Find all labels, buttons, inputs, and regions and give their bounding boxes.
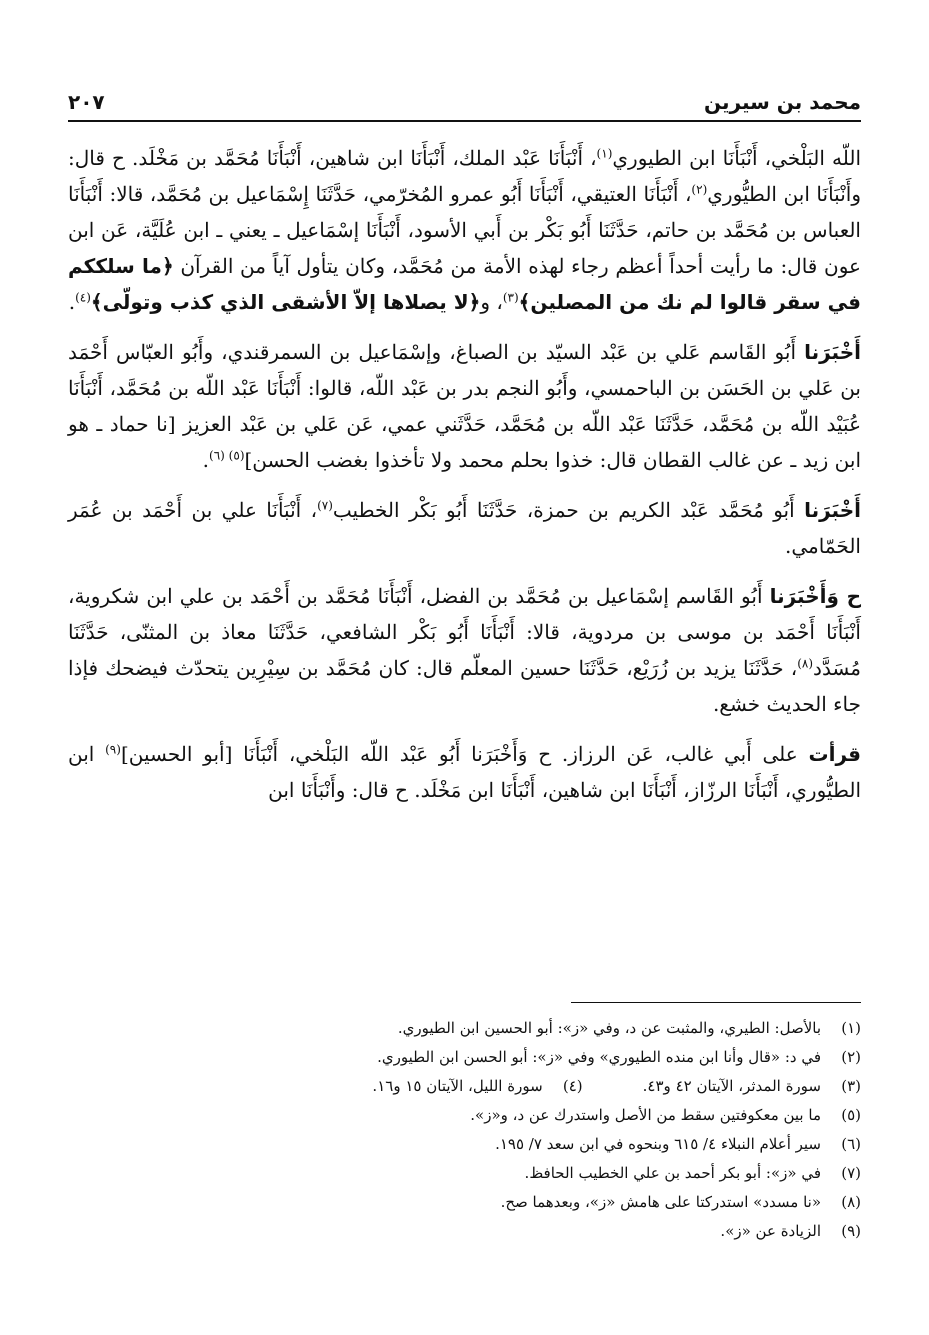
paragraph <box>68 140 861 320</box>
footnote-ref: (٥) (٦) <box>209 448 245 463</box>
footnote-text: «نا مسدد» استدركتا على هامش «ز»، وبعدهما صح. <box>500 1193 821 1211</box>
footnote-number: (١) <box>841 1019 861 1037</box>
footnote <box>68 1188 861 1217</box>
footnotes <box>68 1014 861 1246</box>
footnote-number: (٥) <box>841 1106 861 1124</box>
footnote-number: (٣) <box>841 1077 861 1095</box>
text-run: ، حَدَّثَنَا يزيد بن زُرَيْع، حَدَّثَنَا حسين المعلّم قال: كان مُحَمَّد بن سِيْرِين يتحدّث فيضحك فإذا جاء الحديث خشع. <box>68 656 861 716</box>
footnote-text: في «ز»: أبو بكر أحمد بن علي الخطيب الحافظ. <box>524 1164 821 1182</box>
paragraph <box>68 578 861 722</box>
footnote <box>68 1159 861 1188</box>
text-run: أَبُو القَاسم إسْمَاعيل بن مُحَمَّد بن الفضل، أَنْبَأَنَا مُحَمَّد بن أَحْمَد بن علي ابن شكروية، أَنْبَأَنَا أَحْمَد بن موسى بن مردوية، قالا: أَنْبَأَنَا أَبُو بَكْر الشافعي، حَدَّثَنَا معاذ بن المثنّى، حَدَّثَنَا مُسَدَّد <box>68 584 861 680</box>
footnote-ref: (٣) <box>502 290 519 305</box>
footnote-gap <box>595 1072 631 1101</box>
footnote-ref: (٤) <box>75 290 91 305</box>
isnad-keyword: أَخْبَرَنا <box>804 340 861 364</box>
footnote-number: (٢) <box>841 1048 861 1066</box>
footnote-ref: (٧) <box>317 498 333 513</box>
footnote-rule <box>571 1002 861 1003</box>
footnote <box>68 1217 861 1246</box>
text-run: ، أَنْبَأَنَا العتيقي، أَنْبَأَنَا أَبُو عمرو المُخرّمي، حَدَّثَنَا إِسْمَاعيل بن مُحَمَّد، قالا: أَنْبَأَنَا العباس بن مُحَمَّد بن حاتم، حَدَّثَنَا أَبُو بَكْر بن أَبي الأسود، أَنْبَأَنَا إسْمَاعيل ـ يعني ـ ابن عُلَيَّة، عَن ابن عون قال: ما رأيت أحداً أعظم رجاء لهذه الأمة من مُحَمَّد، وكان يتأول آياً من القرآن <box>68 182 861 278</box>
text-run: ، أَنْبَأَنَا علي بن أَحْمَد بن عُمَر الحَمّامي. <box>68 498 861 558</box>
isnad-keyword: أَخْبَرَنا <box>804 498 861 522</box>
footnote-text: ما بين معكوفتين سقط من الأصل واستدرك عن د، و«ز». <box>470 1106 821 1124</box>
footnote <box>68 1014 861 1043</box>
footnote <box>68 1043 861 1072</box>
footnote-text: في د: «قال وأنا ابن منده الطيوري» وفي «ز»: أبو الحسن ابن الطيوري. <box>377 1048 821 1066</box>
isnad-keyword: ح وَأَخْبَرَنا <box>769 584 862 608</box>
paragraph <box>68 334 861 478</box>
paragraph <box>68 492 861 564</box>
footnote-ref: (٨) <box>797 656 814 671</box>
page-number: ٢٠٧ <box>68 90 105 114</box>
footnote-text: سير أعلام النبلاء ٤/ ٦١٥ وبنحوه في ابن سعد ٧/ ١٩٥. <box>495 1135 821 1153</box>
footnote-number: (٧) <box>841 1164 861 1182</box>
quran-quote: ﴿لا يصلاها إلاّ الأشقى الذي كذب وتولّى﴾ <box>90 290 481 314</box>
footnote-text: سورة الليل، الآيتان ١٥ و١٦. <box>372 1077 543 1095</box>
footnote-number: (٩) <box>841 1222 861 1240</box>
running-title: محمد بن سيرين <box>704 90 861 114</box>
text-run: . <box>202 448 210 472</box>
paragraph <box>68 736 861 808</box>
footnote-number: (٤) <box>562 1077 583 1095</box>
text-run: اللّه البَلْخي، أَنْبَأَنَا ابن الطيوري <box>612 146 861 170</box>
footnote <box>68 1072 861 1101</box>
text-run: ، و <box>480 290 503 314</box>
footnote <box>68 1130 861 1159</box>
footnote-text: سورة المدثر، الآيتان ٤٢ و٤٣. <box>642 1077 821 1095</box>
footnote-ref: (١) <box>596 146 613 161</box>
footnote-number: (٦) <box>841 1135 861 1153</box>
footnote-text: الزيادة عن «ز». <box>720 1222 821 1240</box>
running-header <box>68 80 861 114</box>
isnad-keyword: قرأت <box>808 742 861 766</box>
main-text <box>68 140 861 822</box>
footnote-text: بالأصل: الطيري، والمثبت عن د، وفي «ز»: أبو الحسين ابن الطيوري. <box>397 1019 821 1037</box>
footnote <box>68 1101 861 1130</box>
footnote-ref: (٩) <box>105 742 121 757</box>
header-rule <box>68 120 861 122</box>
quran-quote: ﴿ما سلككم في سقر قالوا لم نك من المصلين﴾ <box>68 254 861 314</box>
text-run: على أَبي غالب، عَن الرزاز. ح وَأَخْبَرَنا أَبُو عَبْد اللّه البَلْخي، أَنْبَأَنَا [أبو الحسين] <box>120 742 809 766</box>
text-run: . <box>68 290 76 314</box>
footnote-number: (٨) <box>841 1193 861 1211</box>
text-run: أَبُو القَاسم عَلي بن عَبْد السيّد بن الصباغ، وإسْمَاعيل بن السمرقندي، وأَبُو العبّاس أَحْمَد بن عَلي بن الحَسَن بن الباحمسي، وأَبُو النجم بدر بن عَبْد اللّه، قالوا: أَنْبَأَنَا عَبْد اللّه بن مُحَمَّد، أَنْبَأَنَا عُبَيْد اللّه بن مُحَمَّد، حَدَّثَنَا عَبْد اللّه بن مُحَمَّد، حَدَّثَني عمي، عَن عَلي بن عَبْد العزيز [نا حماد ـ هو ابن زيد ـ عن غالب القطان قال: خذوا بحلم محمد ولا تأخذوا بغضب الحسن] <box>68 340 861 472</box>
text-run: أَبُو مُحَمَّد عَبْد الكريم بن حمزة، حَدَّثَنَا أَبُو بَكْر الخطيب <box>332 498 805 522</box>
text-run: ، أَنْبَأَنَا عَبْد الملك، أَنْبَأَنَا ابن شاهين، أَنْبَأَنَا مُحَمَّد بن مَخْلَد. ح قال: وأَنْبَأَنَا ابن الطيُّوري <box>68 146 862 206</box>
text-run: ابن الطيُّوري، أَنْبَأَنَا الرزّاز، أَنْبَأَنَا ابن شاهين، أَنْبَأَنَا ابن مَخْلَد. ح قال: وأَنْبَأَنَا ابن <box>68 742 861 802</box>
footnote-ref: (٢) <box>691 182 708 197</box>
